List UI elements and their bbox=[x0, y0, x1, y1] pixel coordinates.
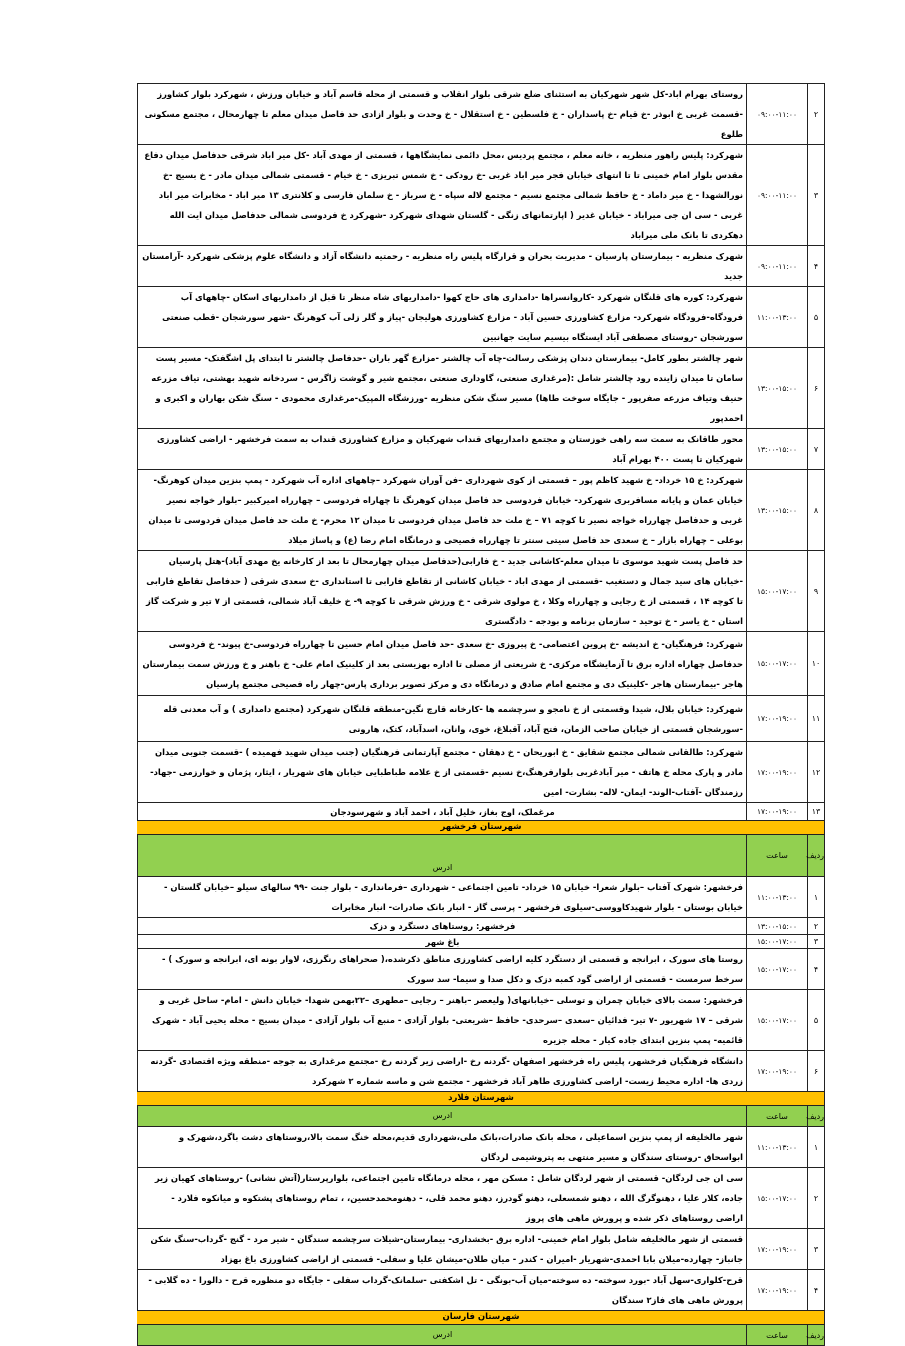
header-row-number: ردیف bbox=[808, 835, 825, 877]
outage-time: ۱۷:۰۰-۱۹:۰۰ bbox=[747, 803, 808, 821]
table-row bbox=[138, 742, 825, 803]
outage-address: فرخشهر: شهرک آفتاب –بلوار شعرا- خیابان ۱۵ خرداد- تامین اجتماعی - شهرداری –فرمانداری - بلوار جنت -۹۹ سالهای سیلو –خیابان گلستان - خیابان بوستان - بلوار شهیدکاووسی-سیلوی فرخشهر - پرسی گاز - انبار بانک صادرات- انبار مخابرات bbox=[138, 877, 747, 918]
table-row bbox=[138, 696, 825, 742]
row-number: ۳ bbox=[808, 935, 825, 949]
outage-address: قرح-کلواری-سهل آباد -بورد سوخته- ده سوخته-میان آب-بونگی - تل اشکفتی -سلمانک-گرداب سفلی - جایگاه دو منظوره قرح - دالورا - ده گلابی - پرورش ماهی های فاز۲ سندگان bbox=[138, 1270, 747, 1311]
table-row bbox=[138, 935, 825, 949]
outage-time: ۱۵:۰۰-۱۷:۰۰ bbox=[747, 551, 808, 632]
outage-address: شهر مالخلیفه از پمپ بنزین اسماعیلی ، محله بانک صادرات،بانک ملی،شهرداری قدیم،محله خنگ سمت بالا،روستاهای دشت باگرد،شهرک و ابواسحاق -روستای سندگان و مسیر منتهی به پتروشیمی لردگان bbox=[138, 1127, 747, 1168]
outage-address: حد فاصل پست شهید موسوی تا میدان معلم-کاشانی جدید - خ فارابی(حدفاصل میدان چهارمحال تا بعد از کارخانه یخ مهدی آباد)-هتل پارسیان -خیابان های سید جمال و دستغیب -قسمتی از مهدی اباد - خیابان کاشانی از تقاطع فارابی تا استانداری -خ سعدی شرقی ( حدفاصل تقاطع فارابی تا کوچه ۱۴ ، قسمتی از خ رجایی و چهارراه وکلا ، خ مولوی شرقی - خ ورزش شرقی تا کوچه ۹- خ خلیف آباد شمالی، قسمتی از ۷ تیر و شرکت گاز استان - خ یاسر - خ توحید - سازمان برنامه و بودجه - دادگستری bbox=[138, 551, 747, 632]
table-row bbox=[138, 1127, 825, 1168]
row-number: ۱۰ bbox=[808, 632, 825, 696]
row-number: ۳ bbox=[808, 1229, 825, 1270]
row-number: ۸ bbox=[808, 470, 825, 551]
district-name: شهرستان فرخشهر bbox=[138, 821, 825, 835]
outage-address: دانشگاه فرهنگیان فرخشهر، پلیس راه فرخشهر اصفهان -گردنه رخ -اراضی زیر گردنه رخ -مجتمع مرغداری به جوجه -منطقه ویژه اقتصادی -گردنه زردی ها- اداره محیط زیست- اراضی کشاورزی طاهر آباد فرخشهر - مجتمع شن و ماسه شماره ۲ شهرکرد bbox=[138, 1051, 747, 1092]
outage-time: ۱۱:۰۰-۱۳:۰۰ bbox=[747, 1127, 808, 1168]
header-address: ادرس bbox=[138, 1325, 747, 1346]
outage-address: شهر چالشتر بطور کامل- بیمارستان دندان پزشکی رسالت-چاه آب چالشتر -مزارع گهر باران -حدفاصل چالشتر تا ابتدای پل اشگفتک- مسیر پست سامان تا میدان زاینده رود چالشتر شامل :(مرغداری صنعتی، گاوداری صنعتی ،مجتمع شیر و گوشت زاگرس - سردخانه شهید بهشتی، تیاف مزرعه حنیف وتیاف مزرعه صفرپور - جایگاه سوخت طاها) مسیر سنگ شکن منظریه -ورزشگاه المپیک-مرغداری محمودی - سنگ شکن بهاران و اکبری و احمدپور bbox=[138, 348, 747, 429]
table-row bbox=[138, 145, 825, 246]
table-row bbox=[138, 551, 825, 632]
row-number: ۴ bbox=[808, 1270, 825, 1311]
row-number: ۵ bbox=[808, 287, 825, 348]
outage-time: ۱۳:۰۰-۱۵:۰۰ bbox=[747, 348, 808, 429]
district-header bbox=[138, 1311, 825, 1325]
header-address: ادرس bbox=[138, 835, 747, 877]
row-number: ۴ bbox=[808, 246, 825, 287]
table-row bbox=[138, 1229, 825, 1270]
outage-address: محور طاقانک به سمت سه راهی خوزستان و مجتمع دامداریهای قنداب شهرکیان و مزارع کشاورزی قنداب به سمت فرخشهر - اراضی کشاورزی شهرکیان تا پست ۴۰۰ بهرام آباد bbox=[138, 429, 747, 470]
table-row bbox=[138, 803, 825, 821]
column-header-row bbox=[138, 1325, 825, 1346]
table-row bbox=[138, 287, 825, 348]
row-number: ۲ bbox=[808, 1168, 825, 1229]
row-number: ۲ bbox=[808, 84, 825, 145]
outage-schedule-table bbox=[137, 83, 825, 1346]
outage-address: شهرک منظریه - بیمارستان پارسیان - مدیریت بحران و قرارگاه پلیس راه منظریه - رحمتیه دانشگاه آزاد و دانشگاه علوم پزشکی شهرکرد -آرامستان جدید bbox=[138, 246, 747, 287]
table-row bbox=[138, 877, 825, 918]
outage-time: ۱۵:۰۰-۱۷:۰۰ bbox=[747, 949, 808, 990]
row-number: ۵ bbox=[808, 990, 825, 1051]
outage-address: فرخشهر: سمت بالای خیابان چمران و توسلی –خیابانهای( ولیعصر –باهنر – رجایی –مطهری –۲۲بهمن شهدا- خیابان دانش - امام- ساحل غربی و شرقی – ۱۷ شهریور -۷ تیر- فدائیان –سعدی –سرحدی- حافظ –شریعتی- بلوار آزادی - منبع آب بلوار آزادی - میدان بسیج - محله یحیی آباد - شهرک قائمیه- پمپ بنزین ابتدای جاده کیار - محله جزیره bbox=[138, 990, 747, 1051]
column-header-row bbox=[138, 835, 825, 877]
header-time: ساعت bbox=[747, 1106, 808, 1127]
outage-time: ۱۵:۰۰-۱۷:۰۰ bbox=[747, 935, 808, 949]
row-number: ۱۳ bbox=[808, 803, 825, 821]
row-number: ۷ bbox=[808, 429, 825, 470]
row-number: ۶ bbox=[808, 348, 825, 429]
table-row bbox=[138, 949, 825, 990]
table-row bbox=[138, 246, 825, 287]
outage-time: ۱۷:۰۰-۱۹:۰۰ bbox=[747, 1270, 808, 1311]
row-number: ۱۱ bbox=[808, 696, 825, 742]
header-time: ساعت bbox=[747, 835, 808, 877]
outage-time: ۱۷:۰۰-۱۹:۰۰ bbox=[747, 696, 808, 742]
outage-address: باغ شهر bbox=[138, 935, 747, 949]
table-row bbox=[138, 429, 825, 470]
outage-time: ۱۳:۰۰-۱۵:۰۰ bbox=[747, 470, 808, 551]
header-row-number: ردیف bbox=[808, 1325, 825, 1346]
table-row bbox=[138, 1270, 825, 1311]
outage-address: فرخشهر: روستاهای دستگرد و دزک bbox=[138, 918, 747, 935]
outage-address: شهرکرد: پلیس راهور منظریه ، خانه معلم ، مجتمع پردیس ،محل دائمی نمایشگاهها ، قسمتی از مهدی آباد -کل میر اباد شرقی حدفاصل میدان دفاع مقدس بلوار امام خمینی تا تا انتهای خیابان فجر میر اباد غربی -خ رودکی - خ شمس تبریزی - خ خیام - قسمتی شمالی میدان مادر - خ بسیج -خ نورالشهدا - خ میر داماد - خ حافظ شمالی مجتمع نسیم - مجتمع لاله سپاه - خ سرباز - خ سلمان فارسی و کلانتری ۱۳ میر اباد - مخابرات میر اباد غربی - سی ان جی میراباد - خیابان غدیر ( اپارتمانهای زنگی - گلستان شهدای شهرکرد -شهرکرد خ فردوسی شمالی حدفاصل میدان ایت الله دهکردی تا بانک ملی میراباد bbox=[138, 145, 747, 246]
outage-address: سی ان جی لردگان- قسمتی از شهر لردگان شامل : مسکن مهر ، محله درمانگاه تامین اجتماعی، بلوارپرستار(آتش نشانی) -روستاهای کهیان زیر جاده، کلار علیا ، دهنوگرگ الله ، دهنو شمسعلی، دهنو گودرز، دهنو محمد قلی، - دهنومحمدحسین، ، تمام روستاهای پشتکوه و میانکوه فلارد - اراضی روستاهای ذکر شده و پرورش ماهی های پروز bbox=[138, 1168, 747, 1229]
district-header bbox=[138, 1092, 825, 1106]
district-header bbox=[138, 821, 825, 835]
table-row bbox=[138, 918, 825, 935]
row-number: ۱۲ bbox=[808, 742, 825, 803]
outage-time: ۰۹:۰۰-۱۱:۰۰ bbox=[747, 145, 808, 246]
row-number: ۶ bbox=[808, 1051, 825, 1092]
row-number: ۹ bbox=[808, 551, 825, 632]
outage-address: شهرکرد: خیابان بلال، شیدا وقسمتی از خ نامجو و سرچشمه ها -کارخانه قارچ نگین-منطقه قلنگان شهرکرد (مجتمع دامداری ) و آب معدنی قله -سورشجان قسمتی از خیابان صاحب الزمان، فتح آباد، آقبلاغ، خوی، وانان، اسدآباد، کتک، هارونی bbox=[138, 696, 747, 742]
outage-time: ۰۹:۰۰-۱۱:۰۰ bbox=[747, 84, 808, 145]
outage-time: ۱۵:۰۰-۱۷:۰۰ bbox=[747, 1168, 808, 1229]
table-row bbox=[138, 348, 825, 429]
outage-time: ۱۳:۰۰-۱۵:۰۰ bbox=[747, 918, 808, 935]
table-row bbox=[138, 470, 825, 551]
outage-time: ۱۷:۰۰-۱۹:۰۰ bbox=[747, 742, 808, 803]
table-row bbox=[138, 84, 825, 145]
outage-address: قسمتی از شهر مالخلیفه شامل بلوار امام خمینی- اداره برق -بخشداری- بیمارستان-شیلات سرچشمه سندگان - شیر مرد - گنج -گرداب-سنگ شکن جانباز- چهارده-میلان بابا احمدی-شهریار -امیران - کندر - میان طلان-میشان علیا و سفلی- قسمتی از اراضی کشاورزی باغ بهزاد bbox=[138, 1229, 747, 1270]
outage-time: ۱۷:۰۰-۱۹:۰۰ bbox=[747, 1229, 808, 1270]
district-name: شهرستان فلارد bbox=[138, 1092, 825, 1106]
outage-time: ۱۳:۰۰-۱۵:۰۰ bbox=[747, 429, 808, 470]
outage-time: ۱۵:۰۰-۱۷:۰۰ bbox=[747, 990, 808, 1051]
header-address: ادرس bbox=[138, 1106, 747, 1127]
header-time: ساعت bbox=[747, 1325, 808, 1346]
outage-address: شهرکرد: طالقانی شمالی مجتمع شقایق - خ ابوریحان - خ دهقان - مجتمع آپارتمانی فرهنگیان (جنب میدان شهید فهمیده ) -قسمت جنوبی میدان مادر و پارک محله خ هاتف - میر آبادغربی بلوارفرهنگ،خ نسیم -قسمتی از خ علامه طباطبایی خیابان های شهریار ، ایثار، پژمان و خوارزمی -جهاد- رزمندگان -آفتاب-الوند- ایمان- لاله- بشارت- امین bbox=[138, 742, 747, 803]
outage-time: ۱۱:۰۰-۱۳:۰۰ bbox=[747, 877, 808, 918]
row-number: ۴ bbox=[808, 949, 825, 990]
row-number: ۱ bbox=[808, 877, 825, 918]
row-number: ۲ bbox=[808, 918, 825, 935]
column-header-row bbox=[138, 1106, 825, 1127]
table-row bbox=[138, 1051, 825, 1092]
outage-address: شهرکرد: فرهنگیان- خ اندیشه -خ پروین اعتصامی- خ پیروزی -خ سعدی -حد فاصل میدان امام حسین تا چهارراه فردوسی-خ پیوند- خ فردوسی حدفاصل چهاراه اداره برق تا آزمایشگاه مرکزی- خ شریعتی از مصلی تا اداره بهزیستی بعد از کلینیک امام علی- خ باهنر و خ ورزش سمت بیمارستان هاجر -بیمارستان هاجر -کلینیک دی و مجتمع امام صادق و درمانگاه دی و مرکز تصویر برداری پارس-چهار راه فصیحی مجتمع پارسیان bbox=[138, 632, 747, 696]
row-number: ۱ bbox=[808, 1127, 825, 1168]
header-row-number: ردیف bbox=[808, 1106, 825, 1127]
outage-time: ۱۷:۰۰-۱۹:۰۰ bbox=[747, 1051, 808, 1092]
outage-time: ۱۱:۰۰-۱۳:۰۰ bbox=[747, 287, 808, 348]
outage-time: ۰۹:۰۰-۱۱:۰۰ bbox=[747, 246, 808, 287]
outage-time: ۱۵:۰۰-۱۷:۰۰ bbox=[747, 632, 808, 696]
outage-address: مرغملک، اوج بغاز، خلیل آباد ، احمد آباد و شهرسودجان bbox=[138, 803, 747, 821]
outage-address: روستای بهرام اباد-کل شهر شهرکیان به استثنای ضلع شرقی بلوار انقلاب و قسمتی از محله قاسم آباد و خیابان ورزش ، شهرکرد بلوار کشاورز -قسمت غربی خ ابوذر -خ قیام -خ پاسداران - خ فلسطین - خ استقلال - خ وحدت و بلوار ازادی حد فاصل میدان معلم تا چهارمحال ، مجتمع مسکونی طلوع bbox=[138, 84, 747, 145]
district-name: شهرستان فارسان bbox=[138, 1311, 825, 1325]
outage-schedule-document bbox=[137, 83, 825, 1346]
outage-address: شهرکرد: خ ۱۵ خرداد- خ شهید کاظم پور – قسمتی از کوی شهرداری –فن آوران شهرکرد –چاههای اداره آب شهرکرد - پمپ بنزین میدان کوهرنگ-خیابان عمان و پایانه مسافربری شهرکرد- خیابان فردوسی حد فاصل میدان کوهرنگ تا چهاراه فردوسی – چهارراه امیرکبیر –بلوار خواجه نصیر غربی و حدفاصل چهارراه خواجه نصیر تا کوچه ۷۱ – خ ملت حد فاصل میدان فردوسی تا میدان ۱۲ محرم- خ ملت حد فاصل میدان فردوسی تا میدان بوعلی – چهاراه بازار – خ سعدی حد فاصل سیتی سنتر تا چهارراه فصیحی و درمانگاه امام رضا (ع) و پاساژ میلاد bbox=[138, 470, 747, 551]
outage-address: شهرکرد: کوره های قلنگان شهرکرد -کاروانسراها -دامداری های حاج کهوا -دامداریهای شاه منظر تا قبل از دامداریهای اسکان -چاههای آب فرودگاه-فرودگاه شهرکرد- مزارع کشاورزی حسین آباد - مزارع کشاورزی هولیجان -پیاز و گلر زلی آب کوهرنگ -شهر سورشجان -قطب صنعتی سورشجان -روستای مصطفی آباد ایستگاه بیسیم سایت جهانبین bbox=[138, 287, 747, 348]
row-number: ۳ bbox=[808, 145, 825, 246]
table-row bbox=[138, 990, 825, 1051]
table-row bbox=[138, 1168, 825, 1229]
table-row bbox=[138, 632, 825, 696]
outage-address: روستا های سورک ، ابرانجه و قسمتی از دستگرد کلیه اراضی کشاورزی مناطق ذکرشده،( صحراهای رنگرزی، لاوار بونه ای، ابرانجه و سورک ) - سرخط سرمست - قسمتی از اراضی گود کمبه دزک و دکل صدا و سیما- سد سورک bbox=[138, 949, 747, 990]
